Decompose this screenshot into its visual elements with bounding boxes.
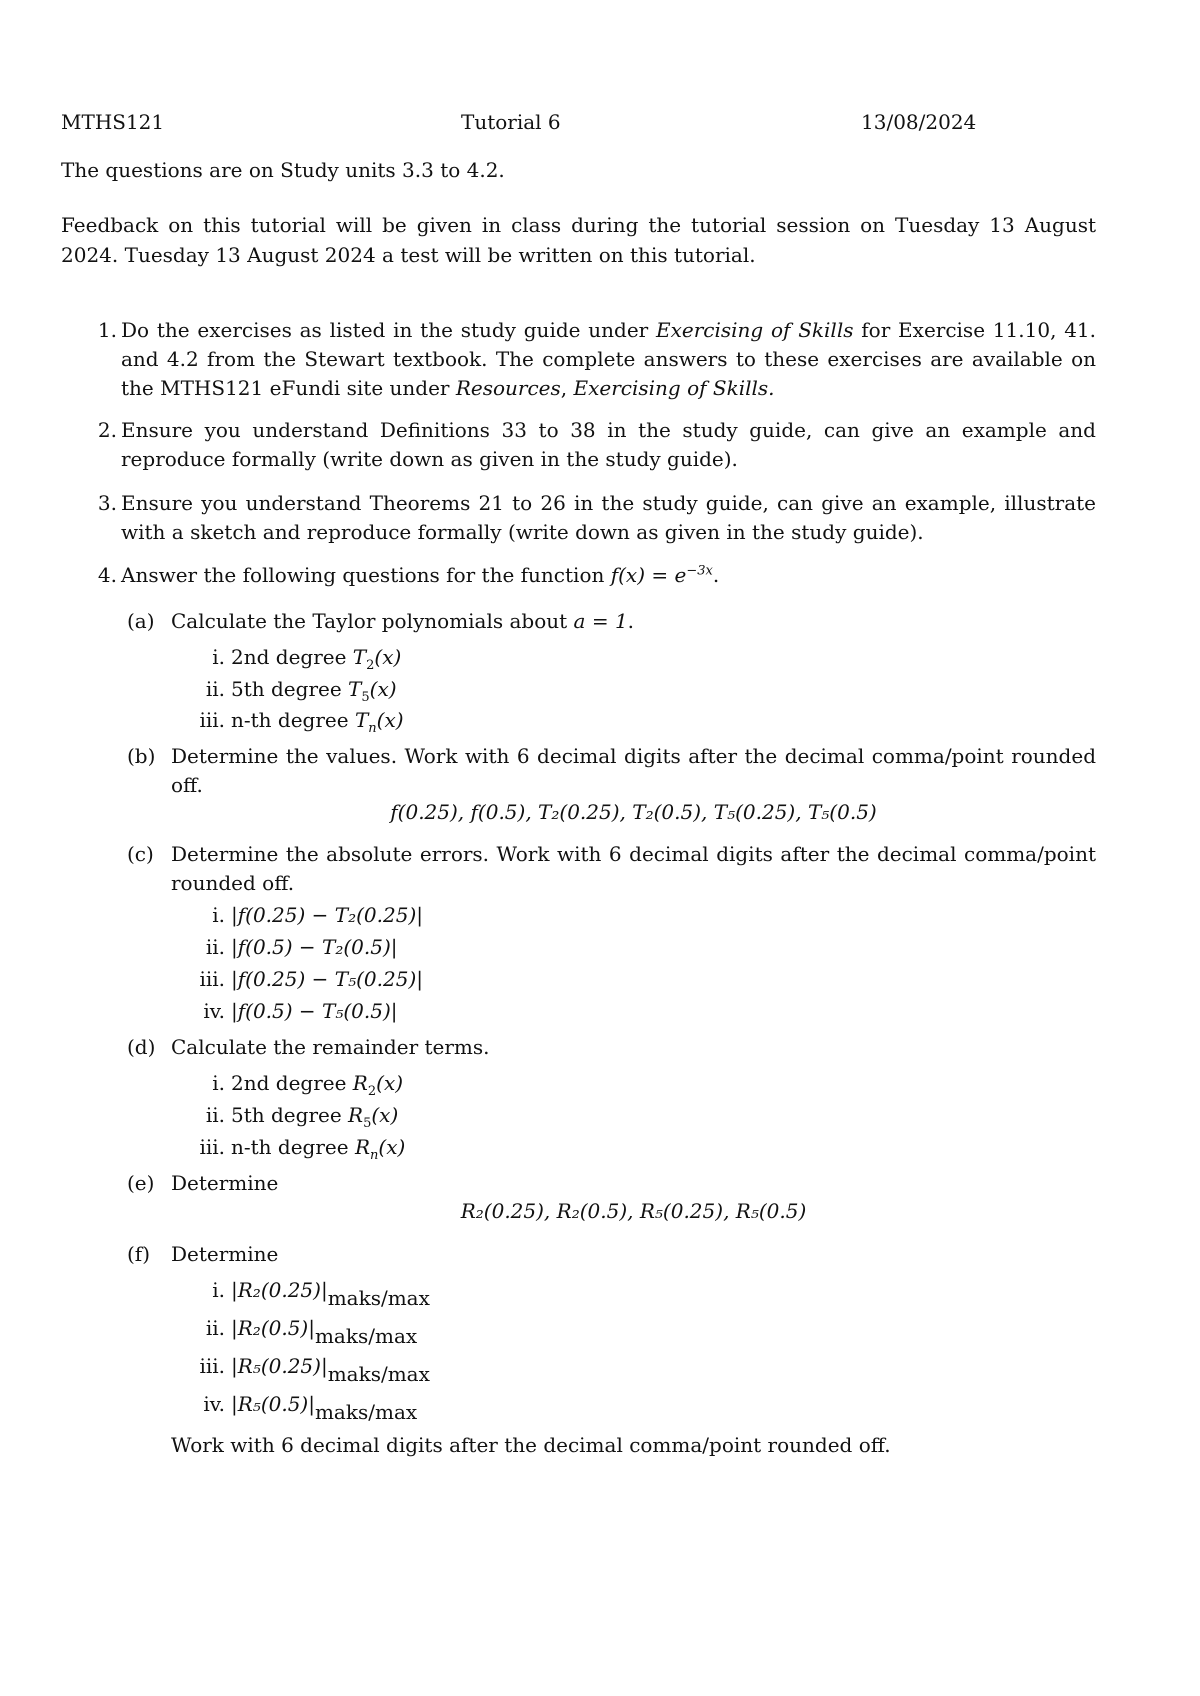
emphasis-run: Exercising of Skills xyxy=(656,318,854,342)
document-page xyxy=(61,0,1096,1696)
math-argument: (x) xyxy=(371,1103,399,1127)
item-text xyxy=(231,643,401,672)
question-text xyxy=(121,316,1096,403)
math-subscript: maks/max xyxy=(327,1286,430,1310)
item-label: ii. xyxy=(205,1103,225,1127)
math-symbol: T xyxy=(354,708,369,732)
math-symbol: R xyxy=(354,1135,371,1159)
item-text xyxy=(231,1069,403,1098)
item-label: iii. xyxy=(199,1354,225,1378)
text-run: Answer the following questions for the function xyxy=(121,563,611,587)
display-math: R₂(0.25), R₂(0.5), R₅(0.25), R₅(0.5) xyxy=(460,1199,807,1223)
part-text: Determine the absolute errors. Work with 6 decimal digits after the decimal comma/point rounded off. xyxy=(171,842,1096,895)
text-run: . xyxy=(712,563,720,587)
math-subscript: maks/max xyxy=(314,1324,418,1348)
math-argument: (x) xyxy=(376,708,404,732)
question-number: 4. xyxy=(97,563,117,587)
item-text xyxy=(231,1101,398,1130)
question-text: Ensure you understand Definitions 33 to 38 in the study guide, can give an example and reproduce formally (write down as given in the study guide). xyxy=(121,418,1096,471)
item-label: ii. xyxy=(205,677,225,701)
math-expression: |R₅(0.25)| xyxy=(231,1354,328,1378)
math-subscript: 2 xyxy=(366,658,375,673)
item-text xyxy=(231,1276,430,1310)
math-subscript: n xyxy=(368,721,377,736)
math-subscript: n xyxy=(370,1148,379,1163)
math-expression: |R₅(0.5)| xyxy=(231,1392,315,1416)
math-argument: (x) xyxy=(378,1135,406,1159)
math-argument: (x) xyxy=(374,645,402,669)
math-expression: a = 1 xyxy=(573,609,628,633)
item-label: iv. xyxy=(203,1392,225,1416)
display-math: f(0.25), f(0.5), T₂(0.25), T₂(0.5), T₅(0.25), T₅(0.5) xyxy=(390,800,877,824)
emphasis-run: Resources xyxy=(455,376,561,400)
text-run: for Exercise 11.10, 41. and 4.2 from the Stewart textbook. The complete answers to these exercises are available on the MTHS121 eFundi site under xyxy=(121,318,1097,400)
item-label: i. xyxy=(212,1071,225,1095)
math-argument: (x) xyxy=(369,677,397,701)
question-number: 1. xyxy=(97,318,117,342)
math-subscript: maks/max xyxy=(314,1400,418,1424)
item-label: i. xyxy=(212,645,225,669)
part-text: Determine xyxy=(171,1171,279,1195)
math-subscript: 2 xyxy=(367,1084,377,1099)
text-run: 5th degree xyxy=(231,677,349,701)
math-expression: |f(0.25) − T₂(0.25)| xyxy=(231,903,423,927)
page-title: Tutorial 6 xyxy=(461,110,561,134)
math-subscript: 5 xyxy=(361,690,370,705)
math-argument: (x) xyxy=(376,1071,404,1095)
item-text xyxy=(231,1314,418,1348)
intro-units: The questions are on Study units 3.3 to 4.2. xyxy=(61,158,505,182)
item-text xyxy=(231,706,404,735)
part-text: Determine xyxy=(171,1242,279,1266)
text-run: 2nd degree xyxy=(231,1071,353,1095)
item-label: iv. xyxy=(203,999,225,1023)
math-expression: |R₂(0.5)| xyxy=(231,1316,315,1340)
math-symbol: R xyxy=(352,1071,368,1095)
part-label: (c) xyxy=(127,842,154,866)
part-label: (d) xyxy=(127,1035,156,1059)
page-header xyxy=(61,110,1096,138)
text-run: Calculate the Taylor polynomials about xyxy=(171,609,574,633)
math-symbol: T xyxy=(348,677,362,701)
emphasis-run: Exercising of Skills. xyxy=(573,376,775,400)
question-number: 3. xyxy=(97,491,117,515)
item-label: i. xyxy=(212,903,225,927)
item-label: i. xyxy=(212,1278,225,1302)
part-text: Determine the values. Work with 6 decimal digits after the decimal comma/point rounded off. xyxy=(171,744,1096,797)
text-run: , xyxy=(560,376,574,400)
intro-feedback: Feedback on this tutorial will be given in class during the tutorial session on Tuesday 13 August 2024. Tuesday 13 August 2024 a test will be written on this tutorial. xyxy=(61,213,1096,267)
math-expression: |R₂(0.25)| xyxy=(231,1278,328,1302)
part-label: (f) xyxy=(127,1242,151,1266)
item-label: iii. xyxy=(199,967,225,991)
item-text xyxy=(231,675,397,704)
math-expression: |f(0.5) − T₂(0.5)| xyxy=(231,935,398,959)
part-label: (a) xyxy=(127,609,155,633)
part-label: (b) xyxy=(127,744,156,768)
part-label: (e) xyxy=(127,1171,155,1195)
item-label: ii. xyxy=(205,935,225,959)
part-text: Calculate the remainder terms. xyxy=(171,1035,490,1059)
math-exponent: −3x xyxy=(686,563,713,579)
document-date: 13/08/2024 xyxy=(861,110,977,134)
item-label: iii. xyxy=(199,1135,225,1159)
item-label: ii. xyxy=(205,1316,225,1340)
math-subscript: maks/max xyxy=(327,1362,430,1386)
item-text xyxy=(231,1352,430,1386)
item-text xyxy=(231,1133,405,1162)
math-expression: |f(0.25) − T₅(0.25)| xyxy=(231,967,423,991)
text-run: . xyxy=(627,609,635,633)
math-subscript: 5 xyxy=(363,1116,372,1131)
math-symbol: R xyxy=(348,1103,364,1127)
question-text xyxy=(121,561,1096,590)
math-function: f(x) = e xyxy=(610,563,687,587)
course-code: MTHS121 xyxy=(61,110,165,134)
text-run: 5th degree xyxy=(231,1103,349,1127)
item-label: iii. xyxy=(199,708,225,732)
rounding-note: Work with 6 decimal digits after the decimal comma/point rounded off. xyxy=(171,1433,891,1457)
text-run: Do the exercises as listed in the study guide under xyxy=(121,318,656,342)
text-run: 2nd degree xyxy=(231,645,353,669)
text-run: n-th degree xyxy=(231,708,355,732)
part-text xyxy=(171,607,1096,636)
math-expression: |f(0.5) − T₅(0.5)| xyxy=(231,999,398,1023)
text-run: n-th degree xyxy=(231,1135,355,1159)
item-text xyxy=(231,1390,418,1424)
question-text: Ensure you understand Theorems 21 to 26 in the study guide, can give an example, illustrate with a sketch and reproduce formally (write down as given in the study guide). xyxy=(121,491,1096,544)
question-number: 2. xyxy=(97,418,117,442)
math-symbol: T xyxy=(352,645,367,669)
